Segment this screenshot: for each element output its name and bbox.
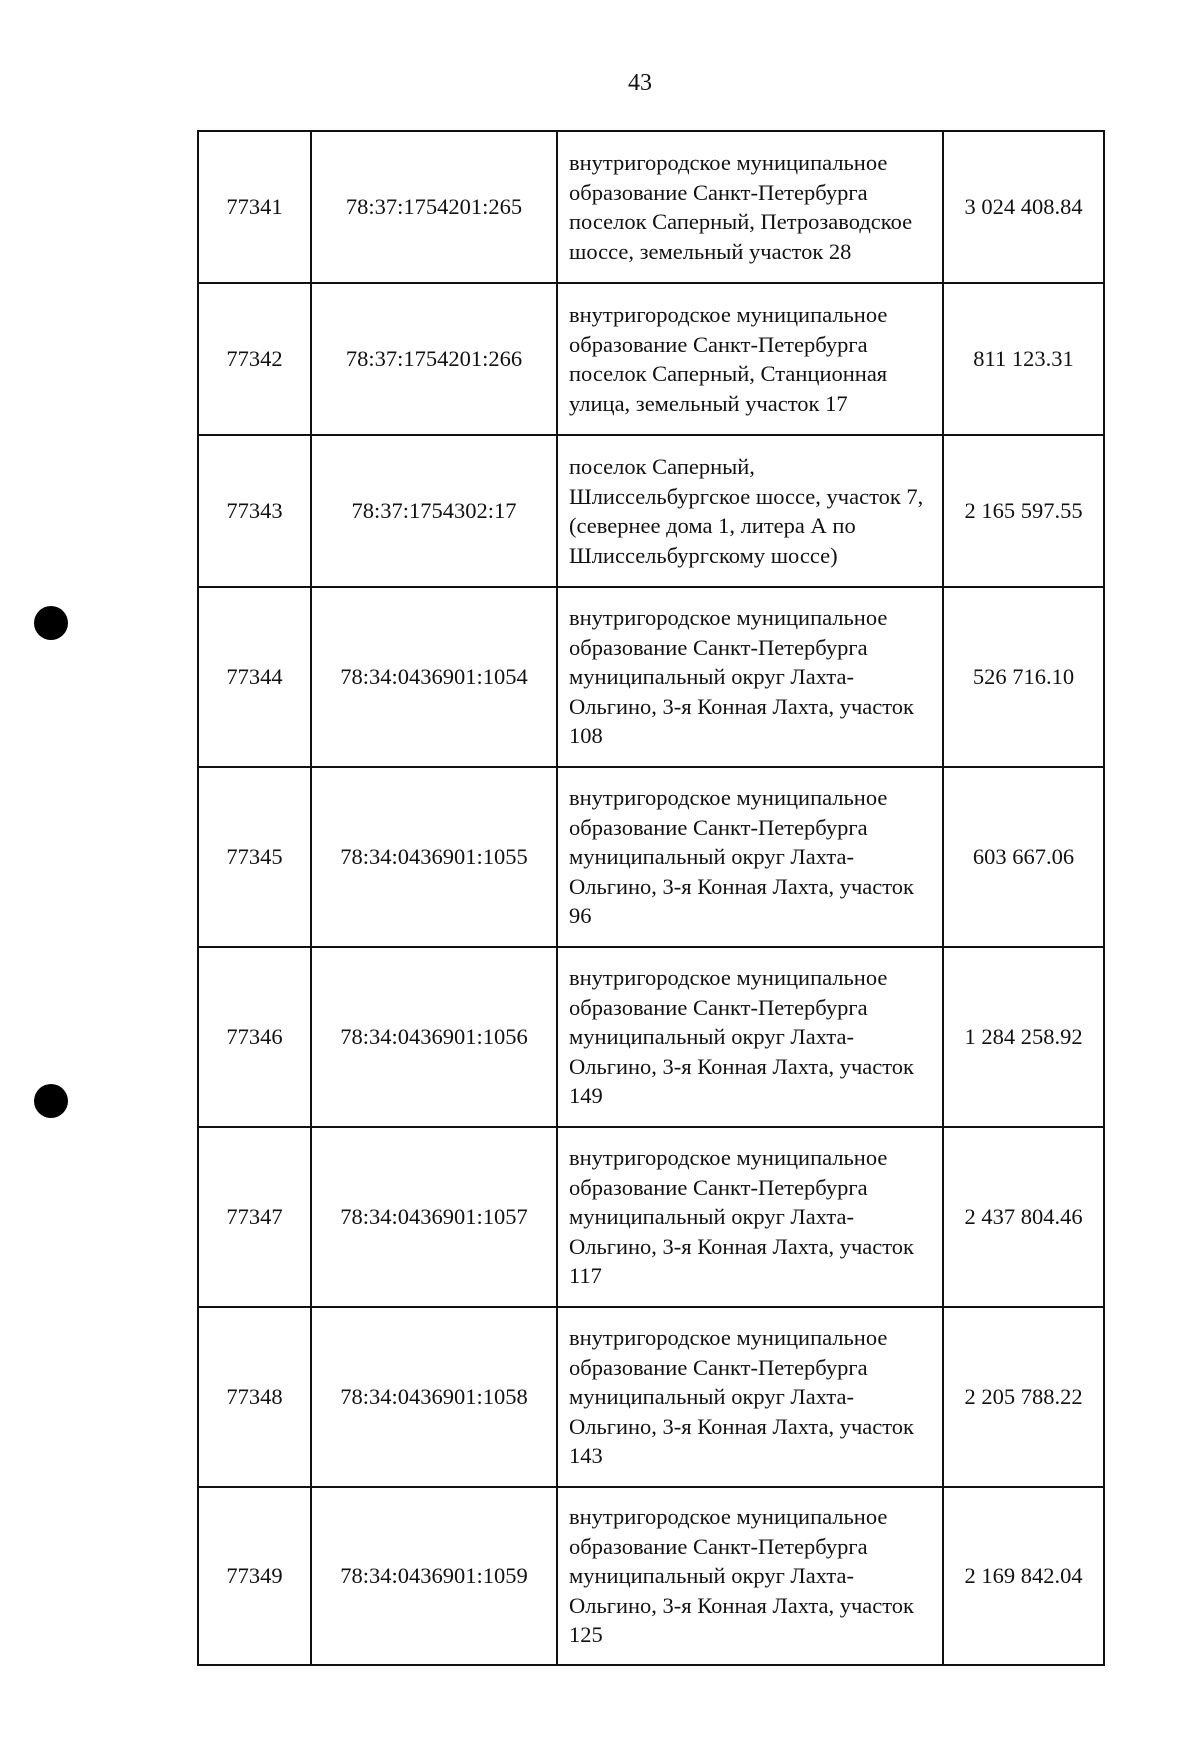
page-number: 43 — [628, 70, 652, 96]
cadastral-number-cell: 78:34:0436901:1058 — [311, 1307, 557, 1487]
table-row — [198, 947, 1104, 1127]
cadastral-number-cell: 78:34:0436901:1059 — [311, 1487, 557, 1665]
address-cell: внутригородское муниципальное образование Санкт-Петербурга муниципальный округ Лахта-Ольгино, 3-я Конная Лахта, участок 125 — [557, 1487, 943, 1665]
land-plot-table — [197, 130, 1105, 1666]
cadastral-value-cell: 1 284 258.92 — [943, 947, 1104, 1127]
cadastral-number-cell: 78:34:0436901:1055 — [311, 767, 557, 947]
address-cell: внутригородское муниципальное образование Санкт-Петербурга поселок Саперный, Станционная улица, земельный участок 17 — [557, 283, 943, 435]
cadastral-number-cell: 78:34:0436901:1056 — [311, 947, 557, 1127]
cadastral-value-cell: 2 437 804.46 — [943, 1127, 1104, 1307]
address-cell: внутригородское муниципальное образование Санкт-Петербурга поселок Саперный, Петрозаводское шоссе, земельный участок 28 — [557, 131, 943, 283]
cadastral-value-cell: 2 169 842.04 — [943, 1487, 1104, 1665]
table-row — [198, 1307, 1104, 1487]
punch-hole-mark — [34, 1084, 68, 1118]
table-row — [198, 131, 1104, 283]
address-cell: поселок Саперный, Шлиссельбургское шоссе, участок 7, (севернее дома 1, литера А по Шлиссельбургскому шоссе) — [557, 435, 943, 587]
table-row — [198, 767, 1104, 947]
cadastral-value-cell: 526 716.10 — [943, 587, 1104, 767]
table-row — [198, 1127, 1104, 1307]
record-number-cell: 77346 — [198, 947, 311, 1127]
record-number-cell: 77343 — [198, 435, 311, 587]
cadastral-number-cell: 78:34:0436901:1054 — [311, 587, 557, 767]
address-cell: внутригородское муниципальное образование Санкт-Петербурга муниципальный округ Лахта-Ольгино, 3-я Конная Лахта, участок 149 — [557, 947, 943, 1127]
table-row — [198, 1487, 1104, 1665]
cadastral-value-cell: 603 667.06 — [943, 767, 1104, 947]
cadastral-value-cell: 811 123.31 — [943, 283, 1104, 435]
cadastral-number-cell: 78:37:1754302:17 — [311, 435, 557, 587]
cadastral-value-cell: 2 205 788.22 — [943, 1307, 1104, 1487]
cadastral-number-cell: 78:37:1754201:266 — [311, 283, 557, 435]
cadastral-value-cell: 2 165 597.55 — [943, 435, 1104, 587]
table-row — [198, 283, 1104, 435]
cadastral-number-cell: 78:37:1754201:265 — [311, 131, 557, 283]
record-number-cell: 77344 — [198, 587, 311, 767]
record-number-cell: 77341 — [198, 131, 311, 283]
address-cell: внутригородское муниципальное образование Санкт-Петербурга муниципальный округ Лахта-Ольгино, 3-я Конная Лахта, участок 117 — [557, 1127, 943, 1307]
record-number-cell: 77348 — [198, 1307, 311, 1487]
cadastral-value-cell: 3 024 408.84 — [943, 131, 1104, 283]
record-number-cell: 77347 — [198, 1127, 311, 1307]
table-row — [198, 435, 1104, 587]
address-cell: внутригородское муниципальное образование Санкт-Петербурга муниципальный округ Лахта-Ольгино, 3-я Конная Лахта, участок 108 — [557, 587, 943, 767]
address-cell: внутригородское муниципальное образование Санкт-Петербурга муниципальный округ Лахта-Ольгино, 3-я Конная Лахта, участок 96 — [557, 767, 943, 947]
record-number-cell: 77349 — [198, 1487, 311, 1665]
table-row — [198, 587, 1104, 767]
cadastral-number-cell: 78:34:0436901:1057 — [311, 1127, 557, 1307]
record-number-cell: 77345 — [198, 767, 311, 947]
record-number-cell: 77342 — [198, 283, 311, 435]
address-cell: внутригородское муниципальное образование Санкт-Петербурга муниципальный округ Лахта-Ольгино, 3-я Конная Лахта, участок 143 — [557, 1307, 943, 1487]
punch-hole-mark — [34, 606, 68, 640]
